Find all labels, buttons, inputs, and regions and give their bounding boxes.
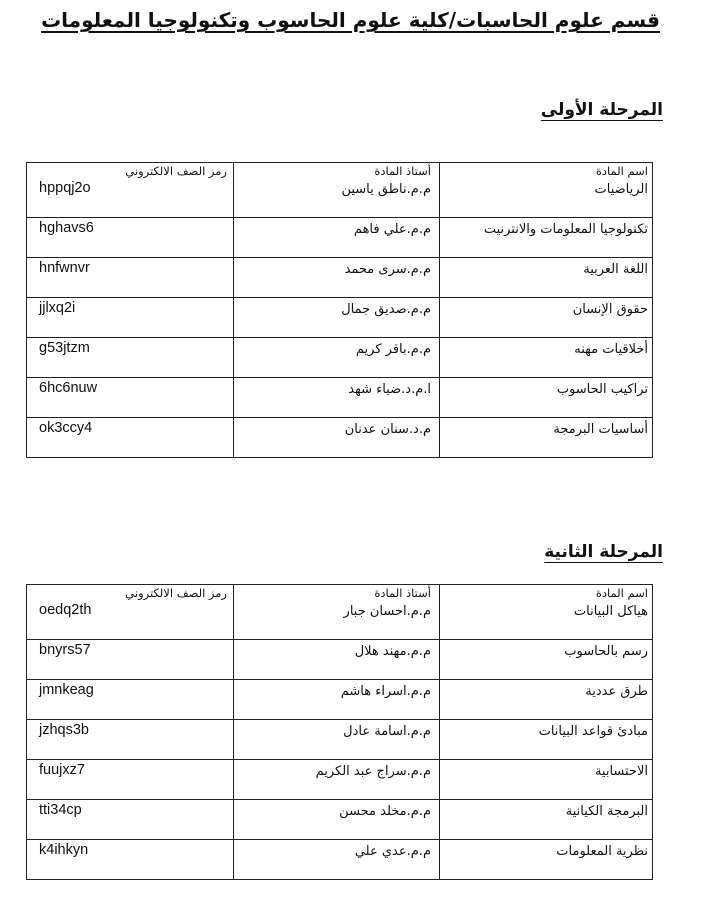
table-row: [27, 298, 653, 338]
subject-cell: [440, 378, 653, 418]
table-row: [27, 800, 653, 840]
teacher-cell-text: م.م.سرى محمد: [344, 262, 431, 277]
teacher-cell: [234, 600, 440, 640]
class-code-cell-text: fuujxz7: [39, 762, 85, 778]
teacher-cell: [234, 418, 440, 458]
subject-cell: [440, 640, 653, 680]
class-code-cell-text: g53jtzm: [39, 340, 90, 356]
table-row: [27, 418, 653, 458]
teacher-cell: [234, 840, 440, 880]
class-code-cell: [27, 418, 234, 458]
header-class-code: رمز الصف الالكتروني: [27, 585, 234, 601]
header-teacher: أستاذ المادة: [234, 163, 440, 179]
class-code-cell: [27, 800, 234, 840]
teacher-cell: [234, 338, 440, 378]
teacher-cell: [234, 640, 440, 680]
subject-cell: [440, 258, 653, 298]
subject-cell: [440, 760, 653, 800]
stage-2-table: [26, 584, 653, 880]
header-subject: اسم المادة: [440, 163, 653, 179]
teacher-cell-text: م.م.مخلد محسن: [339, 804, 431, 819]
subject-cell-text: هياكل البيانات: [573, 604, 648, 619]
subject-cell-text: الرياضيات: [594, 182, 648, 197]
teacher-cell-text: م.د.سنان عدنان: [344, 422, 431, 437]
class-code-cell: [27, 218, 234, 258]
subject-cell-text: تراكيب الحاسوب: [556, 382, 648, 397]
class-code-cell: [27, 338, 234, 378]
subject-cell: [440, 418, 653, 458]
class-code-cell-text: bnyrs57: [39, 642, 91, 658]
class-code-cell: [27, 298, 234, 338]
teacher-cell-text: م.م.صديق جمال: [341, 302, 431, 317]
teacher-cell-text: م.م.مهند هلال: [354, 644, 431, 659]
teacher-cell: [234, 378, 440, 418]
stage-2-rows: [27, 600, 653, 880]
class-code-cell-text: k4ihkyn: [39, 842, 89, 858]
table-row: [27, 378, 653, 418]
subject-cell-text: طرق عددية: [585, 684, 648, 699]
class-code-cell-text: hghavs6: [39, 220, 94, 236]
subject-cell: [440, 298, 653, 338]
table-row: [27, 720, 653, 760]
class-code-cell: [27, 840, 234, 880]
subject-cell-text: أساسيات البرمجة: [553, 422, 648, 437]
teacher-cell-text: م.م.احسان جبار: [343, 604, 431, 619]
table-row: [27, 178, 653, 218]
class-code-cell: [27, 760, 234, 800]
class-code-cell: [27, 258, 234, 298]
table-row: [27, 338, 653, 378]
teacher-cell-text: م.م.علي فاهم: [353, 222, 431, 237]
class-code-cell-text: jjlxq2i: [39, 300, 76, 316]
subject-cell: [440, 800, 653, 840]
table-row: [27, 600, 653, 640]
teacher-cell: [234, 178, 440, 218]
subject-cell: [440, 178, 653, 218]
table-row: [27, 218, 653, 258]
header-teacher: أستاذ المادة: [234, 585, 440, 601]
table-header-row: [27, 585, 653, 601]
teacher-cell-text: م.م.ناطق ياسين: [341, 182, 431, 197]
class-code-cell-text: hnfwnvr: [39, 260, 90, 276]
class-code-cell-text: jzhqs3b: [39, 722, 89, 738]
table-row: [27, 840, 653, 880]
teacher-cell: [234, 258, 440, 298]
table-row: [27, 258, 653, 298]
subject-cell-text: رسم بالحاسوب: [564, 644, 648, 659]
subject-cell-text: البرمجة الكيانية: [565, 804, 648, 819]
subject-cell: [440, 600, 653, 640]
subject-cell: [440, 218, 653, 258]
subject-cell-text: أخلاقيات مهنه: [574, 342, 648, 357]
class-code-cell-text: 6hc6nuw: [39, 380, 98, 396]
stage-1-rows: [27, 178, 653, 458]
stage-2-heading: المرحلة الثانية: [544, 542, 663, 562]
subject-cell-text: حقوق الإنسان: [572, 302, 648, 317]
table-header-row: [27, 163, 653, 179]
subject-cell: [440, 680, 653, 720]
header-subject: اسم المادة: [440, 585, 653, 601]
subject-cell-text: تكنولوجيا المعلومات والانترنيت: [483, 222, 648, 237]
class-code-cell: [27, 178, 234, 218]
teacher-cell-text: م.م.باقر كريم: [355, 342, 431, 357]
teacher-cell-text: م.م.عدي علي: [354, 844, 431, 859]
subject-cell-text: الاحتسابية: [594, 764, 648, 779]
teacher-cell: [234, 680, 440, 720]
class-code-cell: [27, 640, 234, 680]
document-title: [0, 8, 701, 32]
subject-cell-text: نظرية المعلومات: [556, 844, 648, 859]
subject-cell-text: اللغة العربية: [583, 262, 648, 277]
class-code-cell-text: tti34cp: [39, 802, 82, 818]
stage-1-table: [26, 162, 653, 458]
class-code-cell: [27, 378, 234, 418]
table-row: [27, 640, 653, 680]
subject-cell: [440, 338, 653, 378]
header-class-code: رمز الصف الالكتروني: [27, 163, 234, 179]
teacher-cell: [234, 720, 440, 760]
class-code-cell: [27, 680, 234, 720]
teacher-cell-text: م.م.سراج عبد الكريم: [315, 764, 431, 779]
class-code-cell-text: jmnkeag: [39, 682, 94, 698]
stage-1-heading: المرحلة الأولى: [540, 100, 663, 120]
table-row: [27, 680, 653, 720]
subject-cell-text: مبادئ قواعد البيانات: [538, 724, 648, 739]
teacher-cell: [234, 298, 440, 338]
teacher-cell: [234, 218, 440, 258]
class-code-cell: [27, 600, 234, 640]
subject-cell: [440, 840, 653, 880]
table-row: [27, 760, 653, 800]
document-title-text: قسم علوم الحاسبات/كلية علوم الحاسوب وتكنولوجيا المعلومات: [41, 8, 660, 32]
teacher-cell-text: م.م.اسراء هاشم: [340, 684, 431, 699]
class-code-cell-text: ok3ccy4: [39, 420, 93, 436]
subject-cell: [440, 720, 653, 760]
class-code-cell-text: hppqj2o: [39, 180, 91, 196]
teacher-cell-text: م.م.اسامة عادل: [343, 724, 431, 739]
class-code-cell-text: oedq2th: [39, 602, 92, 618]
teacher-cell: [234, 760, 440, 800]
teacher-cell-text: ا.م.د.ضياء شهد: [348, 382, 431, 397]
class-code-cell: [27, 720, 234, 760]
teacher-cell: [234, 800, 440, 840]
